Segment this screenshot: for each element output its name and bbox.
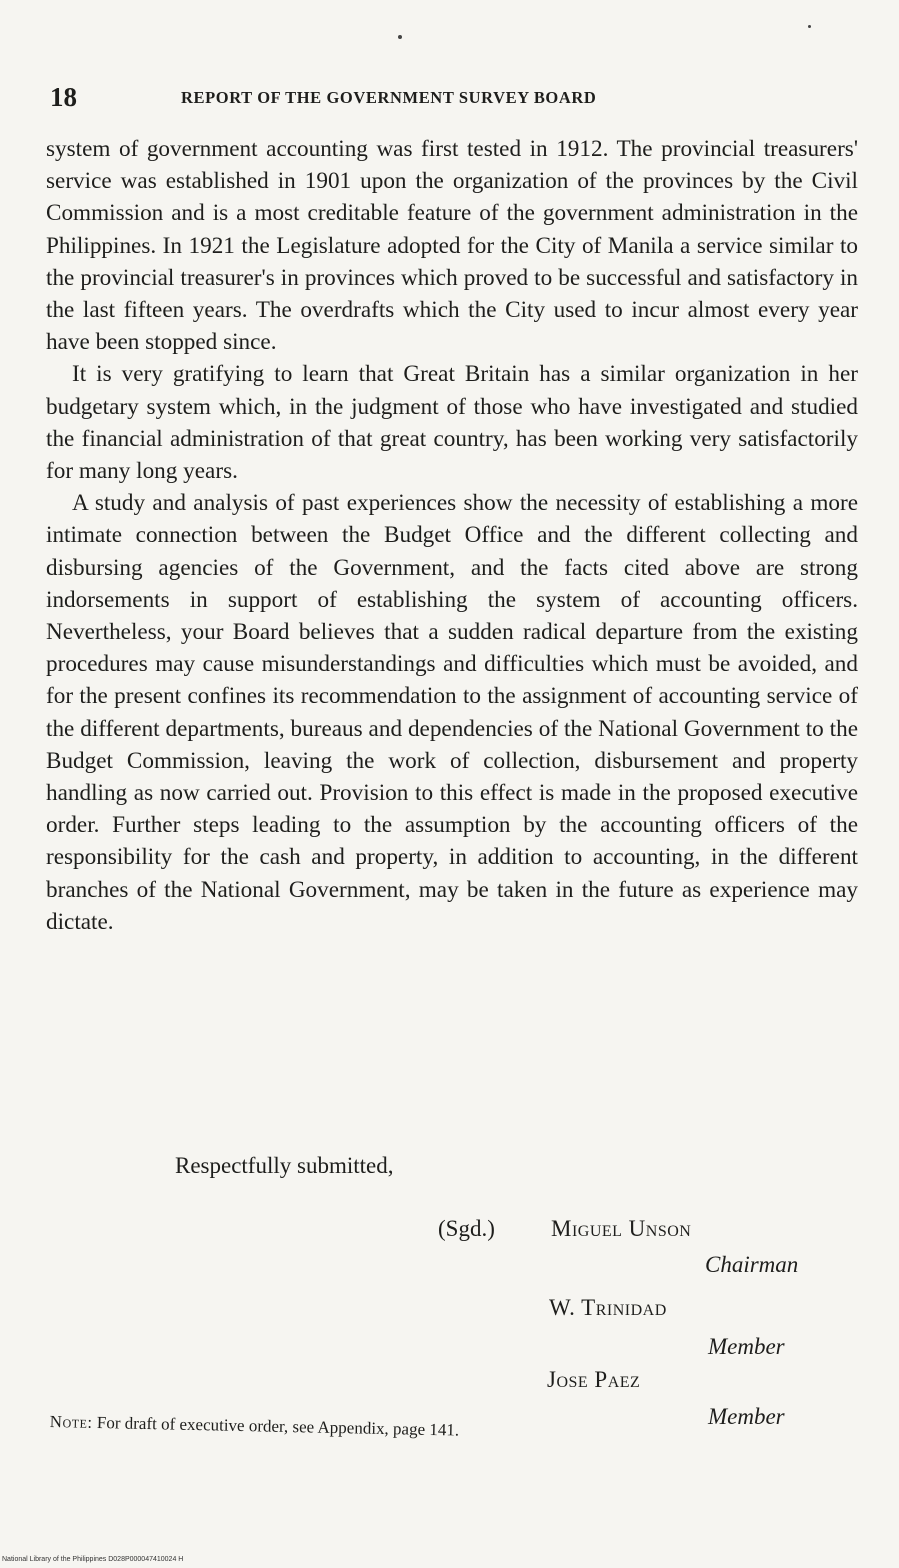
chairman-title: Chairman (705, 1252, 799, 1277)
member-name: W. Trinidad (549, 1295, 667, 1320)
note-label: Note: (49, 1412, 93, 1432)
scan-footer: National Library of the Philippines D028P000047410024 H (2, 1556, 184, 1563)
paragraph: A study and analysis of past experiences show the necessity of establishing a more intimate connection between the Budget Office and the different collecting and disbursing agencies of the Government, and the facts cited above are strong indorsements in support of establishing the system of accounting officers. Nevertheless, your Board believes that a sudden radical departure from the existing procedures may cause misunderstandings and difficulties which must be avoided, and for the present confines its recommendation to the assignment of accounting service of the different departments, bureaus and dependencies of the National Government to the Budget Commission, leaving the work of collection, disbursement and property handling as now carried out. Provision to this effect is made in the proposed executive order. Further steps leading to the assumption by the accounting officers of the responsibility for the cash and property, in addition to accounting, in the different branches of the National Government, may be taken in the future as experience may dictate. (46, 490, 858, 935)
page-header (46, 80, 846, 120)
member-title: Member (708, 1334, 785, 1359)
closing-line: Respectfully submitted, (175, 1153, 394, 1178)
chairman-name: Miguel Unson (551, 1216, 692, 1241)
footnote (50, 1412, 460, 1441)
member-name: Jose Paez (547, 1367, 641, 1392)
paragraph: It is very gratifying to learn that Great Britain has a similar organization in her budgetary system which, in the judgment of those who have investigated and studied the financial administration of that great country, has been working very satisfactorily for many long years. (46, 361, 858, 485)
page-number: 18 (50, 82, 77, 112)
print-speck (398, 35, 402, 39)
running-head: REPORT OF THE GOVERNMENT SURVEY BOARD (181, 88, 597, 107)
paragraph: system of government accounting was first tested in 1912. The provincial treasurers' service was established in 1901 upon the organization of the provinces by the Civil Commission and is a most creditable feature of the government administration in the Philippines. In 1921 the Legislature adopted for the City of Manila a service similar to the provincial treasurer's in provinces which proved to be successful and satisfactory in the last fifteen years. The overdrafts which the City used to incur almost every year have been stopped since. (46, 136, 858, 356)
body-text (46, 133, 858, 938)
sgd-label: (Sgd.) (438, 1216, 495, 1241)
note-text: For draft of executive order, see Appendix, page 141. (96, 1412, 460, 1440)
member-title: Member (708, 1404, 785, 1429)
print-speck (808, 25, 811, 28)
